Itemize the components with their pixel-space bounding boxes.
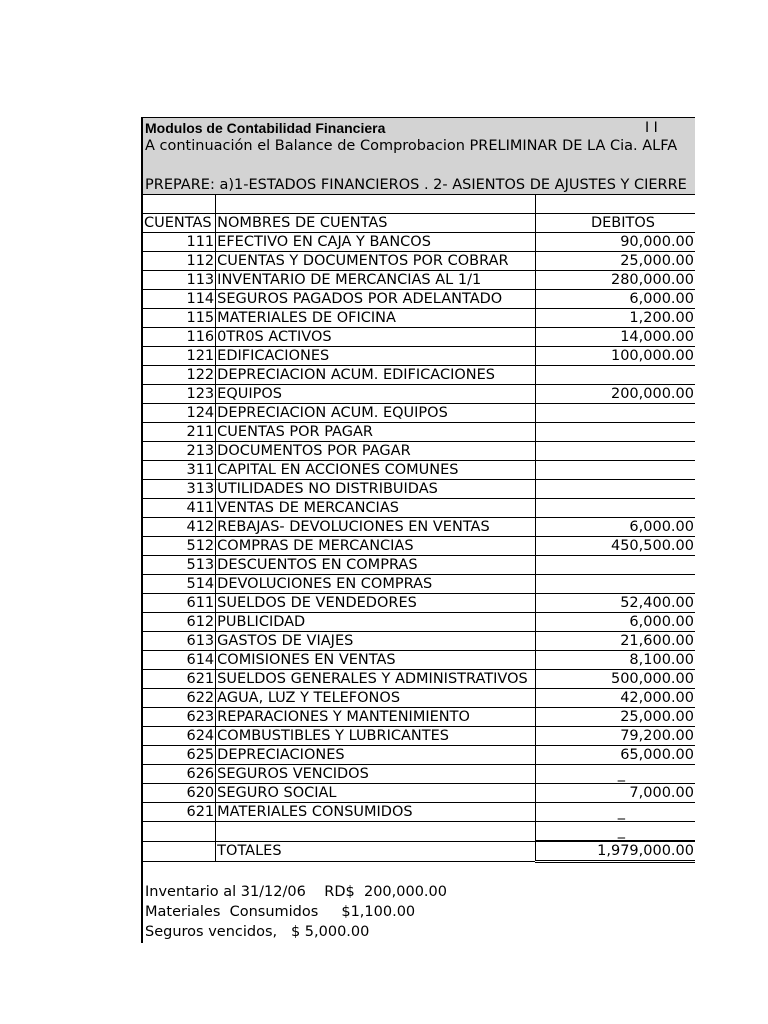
note-inventory: Inventario al 31/12/06 RD$ 200,000.00 bbox=[145, 884, 447, 900]
table-row bbox=[143, 689, 695, 708]
debit-amount[interactable]: 6,000.00 bbox=[536, 613, 695, 632]
account-code[interactable]: 611 bbox=[143, 594, 216, 613]
table-row bbox=[143, 233, 695, 252]
debit-amount[interactable]: 200,000.00 bbox=[536, 385, 695, 404]
header-band bbox=[143, 117, 695, 195]
account-code[interactable]: 613 bbox=[143, 632, 216, 651]
header-cuentas[interactable]: CUENTAS bbox=[143, 214, 216, 233]
debit-amount[interactable]: 450,500.00 bbox=[536, 537, 695, 556]
account-code[interactable]: 113 bbox=[143, 271, 216, 290]
table-row bbox=[143, 613, 695, 632]
account-code[interactable]: 626 bbox=[143, 765, 216, 784]
debit-amount[interactable] bbox=[536, 404, 695, 423]
table-row bbox=[143, 271, 695, 290]
account-code[interactable]: 313 bbox=[143, 480, 216, 499]
account-code[interactable]: 614 bbox=[143, 651, 216, 670]
debit-amount[interactable] bbox=[536, 499, 695, 518]
account-code[interactable]: 112 bbox=[143, 252, 216, 271]
table-row bbox=[143, 803, 695, 822]
account-code[interactable] bbox=[143, 822, 216, 842]
account-code[interactable]: 621 bbox=[143, 670, 216, 689]
debit-amount[interactable] bbox=[536, 461, 695, 480]
table-row bbox=[143, 518, 695, 537]
account-name[interactable]: CAPITAL EN ACCIONES COMUNES bbox=[216, 461, 536, 480]
totals-row bbox=[143, 841, 695, 862]
table-row bbox=[143, 575, 695, 594]
account-code[interactable]: 111 bbox=[143, 233, 216, 252]
account-name[interactable]: EDIFICACIONES bbox=[216, 347, 536, 366]
table-row bbox=[143, 252, 695, 271]
debit-amount[interactable]: 8,100.00 bbox=[536, 651, 695, 670]
table-row bbox=[143, 765, 695, 784]
account-code[interactable]: 124 bbox=[143, 404, 216, 423]
account-code[interactable]: 116 bbox=[143, 328, 216, 347]
table-row bbox=[143, 385, 695, 404]
table-row bbox=[143, 746, 695, 765]
table-row bbox=[143, 442, 695, 461]
debit-amount[interactable]: 52,400.00 bbox=[536, 594, 695, 613]
table-row bbox=[143, 404, 695, 423]
account-code[interactable]: 514 bbox=[143, 575, 216, 594]
trial-balance-table bbox=[143, 194, 695, 863]
table-row bbox=[143, 537, 695, 556]
account-code[interactable]: 123 bbox=[143, 385, 216, 404]
totals-debit[interactable]: 1,979,000.00 bbox=[536, 841, 695, 862]
account-code[interactable]: 621 bbox=[143, 803, 216, 822]
debit-amount[interactable] bbox=[536, 423, 695, 442]
account-name[interactable]: AGUA, LUZ Y TELEFONOS bbox=[216, 689, 536, 708]
account-name[interactable]: 0TR0S ACTIVOS bbox=[216, 328, 536, 347]
account-name[interactable]: DESCUENTOS EN COMPRAS bbox=[216, 556, 536, 575]
debit-amount[interactable]: 6,000.00 bbox=[536, 290, 695, 309]
cell[interactable] bbox=[536, 195, 695, 214]
debit-amount[interactable] bbox=[536, 442, 695, 461]
account-name[interactable]: EQUIPOS bbox=[216, 385, 536, 404]
account-name[interactable] bbox=[216, 822, 536, 842]
debit-amount[interactable]: 25,000.00 bbox=[536, 252, 695, 271]
account-code[interactable]: 622 bbox=[143, 689, 216, 708]
table-row bbox=[143, 594, 695, 613]
title-mark: I I bbox=[645, 120, 658, 136]
table-row bbox=[143, 556, 695, 575]
account-name[interactable]: UTILIDADES NO DISTRIBUIDAS bbox=[216, 480, 536, 499]
account-name[interactable]: DEPRECIACION ACUM. EDIFICACIONES bbox=[216, 366, 536, 385]
account-name[interactable]: PUBLICIDAD bbox=[216, 613, 536, 632]
debit-amount[interactable]: 14,000.00 bbox=[536, 328, 695, 347]
debit-amount[interactable]: 21,600.00 bbox=[536, 632, 695, 651]
debit-amount[interactable]: 7,000.00 bbox=[536, 784, 695, 803]
account-name[interactable]: MATERIALES CONSUMIDOS bbox=[216, 803, 536, 822]
account-name[interactable]: CUENTAS POR PAGAR bbox=[216, 423, 536, 442]
account-code[interactable]: 620 bbox=[143, 784, 216, 803]
account-name[interactable]: DEPRECIACIONES bbox=[216, 746, 536, 765]
table-row bbox=[143, 784, 695, 803]
table-row bbox=[143, 727, 695, 746]
account-name[interactable]: VENTAS DE MERCANCIAS bbox=[216, 499, 536, 518]
debit-amount[interactable] bbox=[536, 556, 695, 575]
account-name[interactable]: REPARACIONES Y MANTENIMIENTO bbox=[216, 708, 536, 727]
account-code[interactable]: 623 bbox=[143, 708, 216, 727]
totals-label[interactable]: TOTALES bbox=[216, 841, 536, 862]
account-name[interactable]: DEPRECIACION ACUM. EQUIPOS bbox=[216, 404, 536, 423]
account-code[interactable]: 121 bbox=[143, 347, 216, 366]
account-code[interactable]: 213 bbox=[143, 442, 216, 461]
table-row bbox=[143, 328, 695, 347]
debit-amount[interactable]: _ bbox=[536, 765, 695, 784]
account-code[interactable]: 311 bbox=[143, 461, 216, 480]
debit-amount[interactable]: _ bbox=[536, 822, 695, 842]
account-code[interactable]: 114 bbox=[143, 290, 216, 309]
account-code[interactable]: 513 bbox=[143, 556, 216, 575]
table-row bbox=[143, 499, 695, 518]
debit-amount[interactable] bbox=[536, 366, 695, 385]
table-row bbox=[143, 651, 695, 670]
blank-row bbox=[143, 195, 695, 214]
table-row bbox=[143, 290, 695, 309]
table-row bbox=[143, 480, 695, 499]
header-nombres[interactable]: NOMBRES DE CUENTAS bbox=[216, 214, 536, 233]
debit-amount[interactable] bbox=[536, 575, 695, 594]
account-name[interactable]: DEVOLUCIONES EN COMPRAS bbox=[216, 575, 536, 594]
account-code[interactable]: 612 bbox=[143, 613, 216, 632]
debit-amount[interactable]: 90,000.00 bbox=[536, 233, 695, 252]
account-code[interactable]: 411 bbox=[143, 499, 216, 518]
table-row bbox=[143, 822, 695, 842]
header-debitos[interactable]: DEBITOS bbox=[536, 214, 695, 233]
debit-amount[interactable]: 1,200.00 bbox=[536, 309, 695, 328]
debit-amount[interactable]: 79,200.00 bbox=[536, 727, 695, 746]
account-name[interactable]: MATERIALES DE OFICINA bbox=[216, 309, 536, 328]
table-row bbox=[143, 708, 695, 727]
table-row bbox=[143, 423, 695, 442]
account-code[interactable]: 512 bbox=[143, 537, 216, 556]
cell[interactable] bbox=[216, 195, 536, 214]
account-name[interactable]: GASTOS DE VIAJES bbox=[216, 632, 536, 651]
account-name[interactable]: EFECTIVO EN CAJA Y BANCOS bbox=[216, 233, 536, 252]
account-name[interactable]: CUENTAS Y DOCUMENTOS POR COBRAR bbox=[216, 252, 536, 271]
debit-amount[interactable] bbox=[536, 480, 695, 499]
account-name[interactable]: COMPRAS DE MERCANCIAS bbox=[216, 537, 536, 556]
table-row bbox=[143, 461, 695, 480]
account-code[interactable]: 115 bbox=[143, 309, 216, 328]
debit-amount[interactable]: 6,000.00 bbox=[536, 518, 695, 537]
account-code[interactable]: 625 bbox=[143, 746, 216, 765]
account-name[interactable]: SEGUROS VENCIDOS bbox=[216, 765, 536, 784]
intro-text: A continuación el Balance de Comprobacion PRELIMINAR DE LA Cia. ALFA bbox=[145, 138, 678, 154]
debit-amount[interactable]: 42,000.00 bbox=[536, 689, 695, 708]
account-name[interactable]: REBAJAS- DEVOLUCIONES EN VENTAS bbox=[216, 518, 536, 537]
debit-amount[interactable]: 280,000.00 bbox=[536, 271, 695, 290]
table-row bbox=[143, 309, 695, 328]
account-name[interactable]: SEGURO SOCIAL bbox=[216, 784, 536, 803]
spreadsheet-sheet bbox=[141, 117, 695, 943]
note-insurance: Seguros vencidos, $ 5,000.00 bbox=[145, 924, 370, 940]
table-row bbox=[143, 366, 695, 385]
account-name[interactable]: INVENTARIO DE MERCANCIAS AL 1/1 bbox=[216, 271, 536, 290]
cell[interactable] bbox=[143, 195, 216, 214]
account-name[interactable]: SEGUROS PAGADOS POR ADELANTADO bbox=[216, 290, 536, 309]
account-code[interactable]: 211 bbox=[143, 423, 216, 442]
sheet-title: Modulos de Contabilidad Financiera bbox=[145, 120, 386, 136]
account-code[interactable]: 122 bbox=[143, 366, 216, 385]
debit-amount[interactable]: 500,000.00 bbox=[536, 670, 695, 689]
account-name[interactable]: COMISIONES EN VENTAS bbox=[216, 651, 536, 670]
table-row bbox=[143, 347, 695, 366]
debit-amount[interactable]: 65,000.00 bbox=[536, 746, 695, 765]
debit-amount[interactable]: 25,000.00 bbox=[536, 708, 695, 727]
account-name[interactable]: SUELDOS DE VENDEDORES bbox=[216, 594, 536, 613]
account-name[interactable]: COMBUSTIBLES Y LUBRICANTES bbox=[216, 727, 536, 746]
note-materials: Materiales Consumidos $1,100.00 bbox=[145, 904, 416, 920]
account-code[interactable]: 624 bbox=[143, 727, 216, 746]
debit-amount[interactable]: _ bbox=[536, 803, 695, 822]
account-name[interactable]: SUELDOS GENERALES Y ADMINISTRATIVOS bbox=[216, 670, 536, 689]
account-code[interactable]: 412 bbox=[143, 518, 216, 537]
prepare-instructions: PREPARE: a)1-ESTADOS FINANCIEROS . 2- ASIENTOS DE AJUSTES Y CIERRE bbox=[145, 177, 687, 193]
debit-amount[interactable]: 100,000.00 bbox=[536, 347, 695, 366]
totals-code-cell[interactable] bbox=[143, 841, 216, 862]
account-name[interactable]: DOCUMENTOS POR PAGAR bbox=[216, 442, 536, 461]
table-row bbox=[143, 632, 695, 651]
column-header-row bbox=[143, 214, 695, 233]
table-row bbox=[143, 670, 695, 689]
